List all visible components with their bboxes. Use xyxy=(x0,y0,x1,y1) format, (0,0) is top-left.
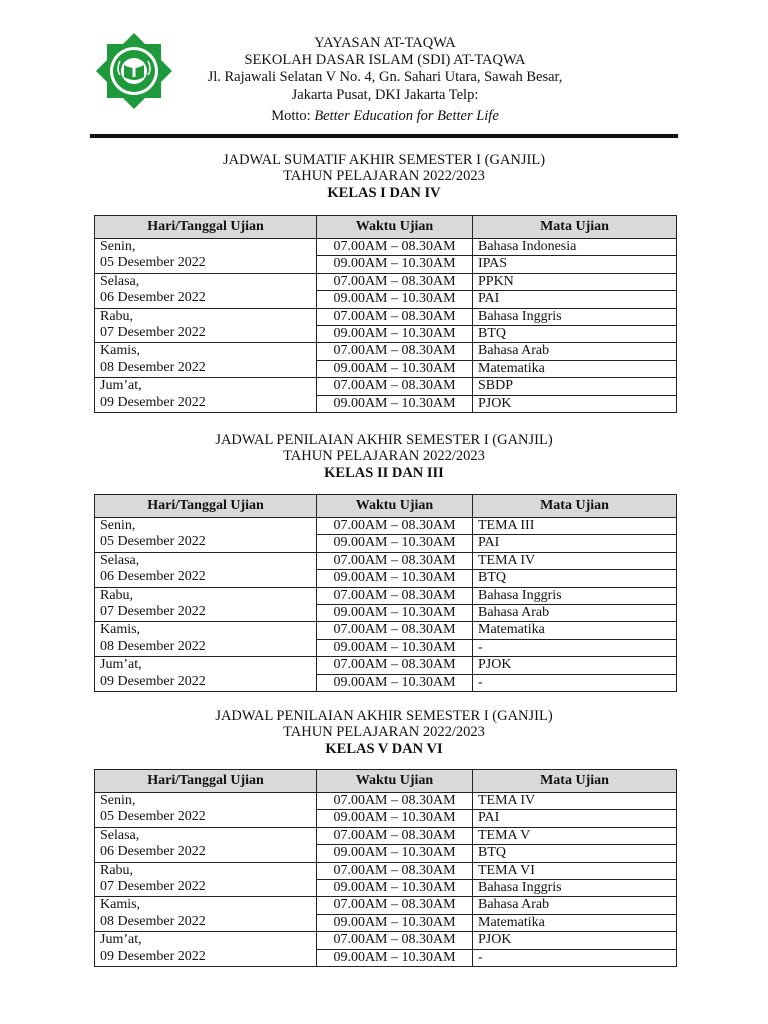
day-name: Kamis, xyxy=(100,622,141,638)
day-date: 07 Desember 2022 xyxy=(100,325,206,341)
day-name: Selasa, xyxy=(100,273,140,289)
section-title-line-2: TAHUN PELAJARAN 2022/2023 xyxy=(283,448,485,465)
table-header-row xyxy=(95,216,677,239)
day-date: 09 Desember 2022 xyxy=(100,673,206,689)
schedule-table-2 xyxy=(94,494,677,692)
day-name: Kamis, xyxy=(100,343,141,359)
table-row xyxy=(95,897,677,914)
time-cell: 07.00AM – 08.30AM xyxy=(317,862,473,879)
time-cell: 09.00AM – 10.30AM xyxy=(317,605,473,622)
time-cell: 07.00AM – 08.30AM xyxy=(317,273,473,290)
day-cell xyxy=(95,862,317,897)
time-cell: 07.00AM – 08.30AM xyxy=(317,518,473,535)
day-name: Jum’at, xyxy=(100,932,142,948)
day-date: 08 Desember 2022 xyxy=(100,638,206,654)
col-header-day: Hari/Tanggal Ujian xyxy=(95,495,317,518)
time-cell: 09.00AM – 10.30AM xyxy=(317,880,473,897)
time-cell: 07.00AM – 08.30AM xyxy=(317,897,473,914)
schedule-table-1 xyxy=(94,215,677,413)
subject-cell: IPAS xyxy=(473,256,677,273)
section-title-line-1: JADWAL SUMATIF AKHIR SEMESTER I (GANJIL) xyxy=(222,152,546,168)
address-line-1: Jl. Rajawali Selatan V No. 4, Gn. Sahari Utara, Sawah Besar, xyxy=(207,69,563,86)
subject-cell: BTQ xyxy=(473,845,677,862)
section-3-title xyxy=(94,708,674,757)
subject-cell: TEMA VI xyxy=(473,862,677,879)
subject-cell: Bahasa Indonesia xyxy=(473,239,677,256)
subject-cell: PJOK xyxy=(473,932,677,949)
col-header-time: Waktu Ujian xyxy=(317,770,473,793)
time-cell: 09.00AM – 10.30AM xyxy=(317,256,473,273)
day-cell xyxy=(95,552,317,587)
subject-cell: Bahasa Arab xyxy=(473,343,677,360)
letterhead xyxy=(0,0,768,140)
time-cell: 09.00AM – 10.30AM xyxy=(317,674,473,691)
subject-cell: Bahasa Inggris xyxy=(473,880,677,897)
foundation-name: YAYASAN AT-TAQWA xyxy=(314,35,456,51)
day-date: 06 Desember 2022 xyxy=(100,569,206,585)
letterhead-divider xyxy=(90,134,678,138)
day-cell xyxy=(95,932,317,967)
subject-cell: Bahasa Inggris xyxy=(473,587,677,604)
time-cell: 07.00AM – 08.30AM xyxy=(317,378,473,395)
table-header-row xyxy=(95,770,677,793)
day-cell xyxy=(95,793,317,828)
subject-cell: TEMA IV xyxy=(473,552,677,569)
time-cell: 07.00AM – 08.30AM xyxy=(317,239,473,256)
subject-cell: - xyxy=(473,949,677,966)
day-name: Rabu, xyxy=(100,308,134,324)
subject-cell: PAI xyxy=(473,291,677,308)
day-date: 05 Desember 2022 xyxy=(100,255,206,271)
col-header-day: Hari/Tanggal Ujian xyxy=(95,216,317,239)
subject-cell: PJOK xyxy=(473,657,677,674)
day-name: Senin, xyxy=(100,518,136,533)
col-header-time: Waktu Ujian xyxy=(317,495,473,518)
table-row xyxy=(95,343,677,360)
time-cell: 07.00AM – 08.30AM xyxy=(317,552,473,569)
subject-cell: BTQ xyxy=(473,570,677,587)
table-row xyxy=(95,587,677,604)
subject-cell: Bahasa Inggris xyxy=(473,308,677,325)
subject-cell: SBDP xyxy=(473,378,677,395)
time-cell: 07.00AM – 08.30AM xyxy=(317,657,473,674)
letterhead-text xyxy=(175,35,595,125)
motto-text: Better Education for Better Life xyxy=(314,107,499,124)
day-name: Jum’at, xyxy=(100,378,142,394)
schedule-table-3 xyxy=(94,769,677,967)
subject-cell: Matematika xyxy=(473,914,677,931)
table-row xyxy=(95,239,677,256)
day-date: 06 Desember 2022 xyxy=(100,290,206,306)
day-date: 05 Desember 2022 xyxy=(100,534,206,550)
school-name: SEKOLAH DASAR ISLAM (SDI) AT-TAQWA xyxy=(244,52,526,69)
section-kelas: KELAS II DAN III xyxy=(324,464,444,481)
subject-cell: BTQ xyxy=(473,326,677,343)
time-cell: 07.00AM – 08.30AM xyxy=(317,932,473,949)
col-header-time: Waktu Ujian xyxy=(317,216,473,239)
time-cell: 07.00AM – 08.30AM xyxy=(317,793,473,810)
subject-cell: Matematika xyxy=(473,622,677,639)
day-date: 05 Desember 2022 xyxy=(100,809,206,825)
day-name: Rabu, xyxy=(100,587,134,603)
time-cell: 09.00AM – 10.30AM xyxy=(317,535,473,552)
day-cell xyxy=(95,622,317,657)
table-row xyxy=(95,657,677,674)
school-logo-svg xyxy=(94,31,174,111)
day-name: Selasa, xyxy=(100,552,140,568)
subject-cell: - xyxy=(473,639,677,656)
table-header-row xyxy=(95,495,677,518)
time-cell: 09.00AM – 10.30AM xyxy=(317,326,473,343)
time-cell: 09.00AM – 10.30AM xyxy=(317,395,473,412)
section-1-title xyxy=(94,152,674,201)
day-name: Kamis, xyxy=(100,897,141,913)
table-row xyxy=(95,827,677,844)
day-cell xyxy=(95,897,317,932)
motto-label: Motto: xyxy=(271,107,311,124)
table-row xyxy=(95,793,677,810)
day-cell xyxy=(95,657,317,692)
day-name: Senin, xyxy=(100,793,136,808)
day-date: 09 Desember 2022 xyxy=(100,394,206,410)
time-cell: 09.00AM – 10.30AM xyxy=(317,949,473,966)
section-2-title xyxy=(94,432,674,481)
subject-cell: PJOK xyxy=(473,395,677,412)
day-cell xyxy=(95,273,317,308)
subject-cell: Bahasa Arab xyxy=(473,897,677,914)
subject-cell: PAI xyxy=(473,810,677,827)
day-cell xyxy=(95,587,317,622)
subject-cell: PPKN xyxy=(473,273,677,290)
time-cell: 09.00AM – 10.30AM xyxy=(317,291,473,308)
day-cell xyxy=(95,518,317,553)
section-title-line-1: JADWAL PENILAIAN AKHIR SEMESTER I (GANJIL) xyxy=(215,432,553,448)
table-row xyxy=(95,273,677,290)
subject-cell: - xyxy=(473,674,677,691)
time-cell: 09.00AM – 10.30AM xyxy=(317,914,473,931)
col-header-subject: Mata Ujian xyxy=(473,216,677,239)
time-cell: 07.00AM – 08.30AM xyxy=(317,827,473,844)
subject-cell: Matematika xyxy=(473,360,677,377)
subject-cell: TEMA V xyxy=(473,827,677,844)
day-name: Selasa, xyxy=(100,827,140,843)
subject-cell: TEMA III xyxy=(473,518,677,535)
day-date: 06 Desember 2022 xyxy=(100,844,206,860)
section-title-line-2: TAHUN PELAJARAN 2022/2023 xyxy=(283,168,485,185)
day-cell xyxy=(95,343,317,378)
time-cell: 07.00AM – 08.30AM xyxy=(317,622,473,639)
col-header-subject: Mata Ujian xyxy=(473,770,677,793)
day-name: Jum’at, xyxy=(100,657,142,673)
day-name: Senin, xyxy=(100,239,136,254)
day-date: 08 Desember 2022 xyxy=(100,359,206,375)
school-logo-icon xyxy=(94,31,174,111)
day-cell xyxy=(95,308,317,343)
time-cell: 09.00AM – 10.30AM xyxy=(317,810,473,827)
day-date: 08 Desember 2022 xyxy=(100,913,206,929)
time-cell: 09.00AM – 10.30AM xyxy=(317,845,473,862)
day-cell xyxy=(95,239,317,274)
motto xyxy=(175,108,595,125)
day-date: 07 Desember 2022 xyxy=(100,879,206,895)
day-cell xyxy=(95,378,317,413)
section-title-line-1: JADWAL PENILAIAN AKHIR SEMESTER I (GANJIL) xyxy=(215,708,553,724)
day-date: 09 Desember 2022 xyxy=(100,948,206,964)
time-cell: 09.00AM – 10.30AM xyxy=(317,360,473,377)
day-name: Rabu, xyxy=(100,862,134,878)
table-row xyxy=(95,552,677,569)
table-row xyxy=(95,518,677,535)
day-cell xyxy=(95,827,317,862)
day-date: 07 Desember 2022 xyxy=(100,604,206,620)
subject-cell: TEMA IV xyxy=(473,793,677,810)
address-line-2: Jakarta Pusat, DKI Jakarta Telp: xyxy=(291,86,479,103)
table-row xyxy=(95,862,677,879)
section-kelas: KELAS V DAN VI xyxy=(325,740,443,757)
section-title-line-2: TAHUN PELAJARAN 2022/2023 xyxy=(283,724,485,741)
time-cell: 07.00AM – 08.30AM xyxy=(317,343,473,360)
col-header-subject: Mata Ujian xyxy=(473,495,677,518)
table-row xyxy=(95,378,677,395)
subject-cell: PAI xyxy=(473,535,677,552)
table-row xyxy=(95,622,677,639)
time-cell: 09.00AM – 10.30AM xyxy=(317,570,473,587)
time-cell: 09.00AM – 10.30AM xyxy=(317,639,473,656)
subject-cell: Bahasa Arab xyxy=(473,605,677,622)
table-row xyxy=(95,308,677,325)
time-cell: 07.00AM – 08.30AM xyxy=(317,587,473,604)
table-row xyxy=(95,932,677,949)
section-kelas: KELAS I DAN IV xyxy=(327,184,441,201)
time-cell: 07.00AM – 08.30AM xyxy=(317,308,473,325)
col-header-day: Hari/Tanggal Ujian xyxy=(95,770,317,793)
